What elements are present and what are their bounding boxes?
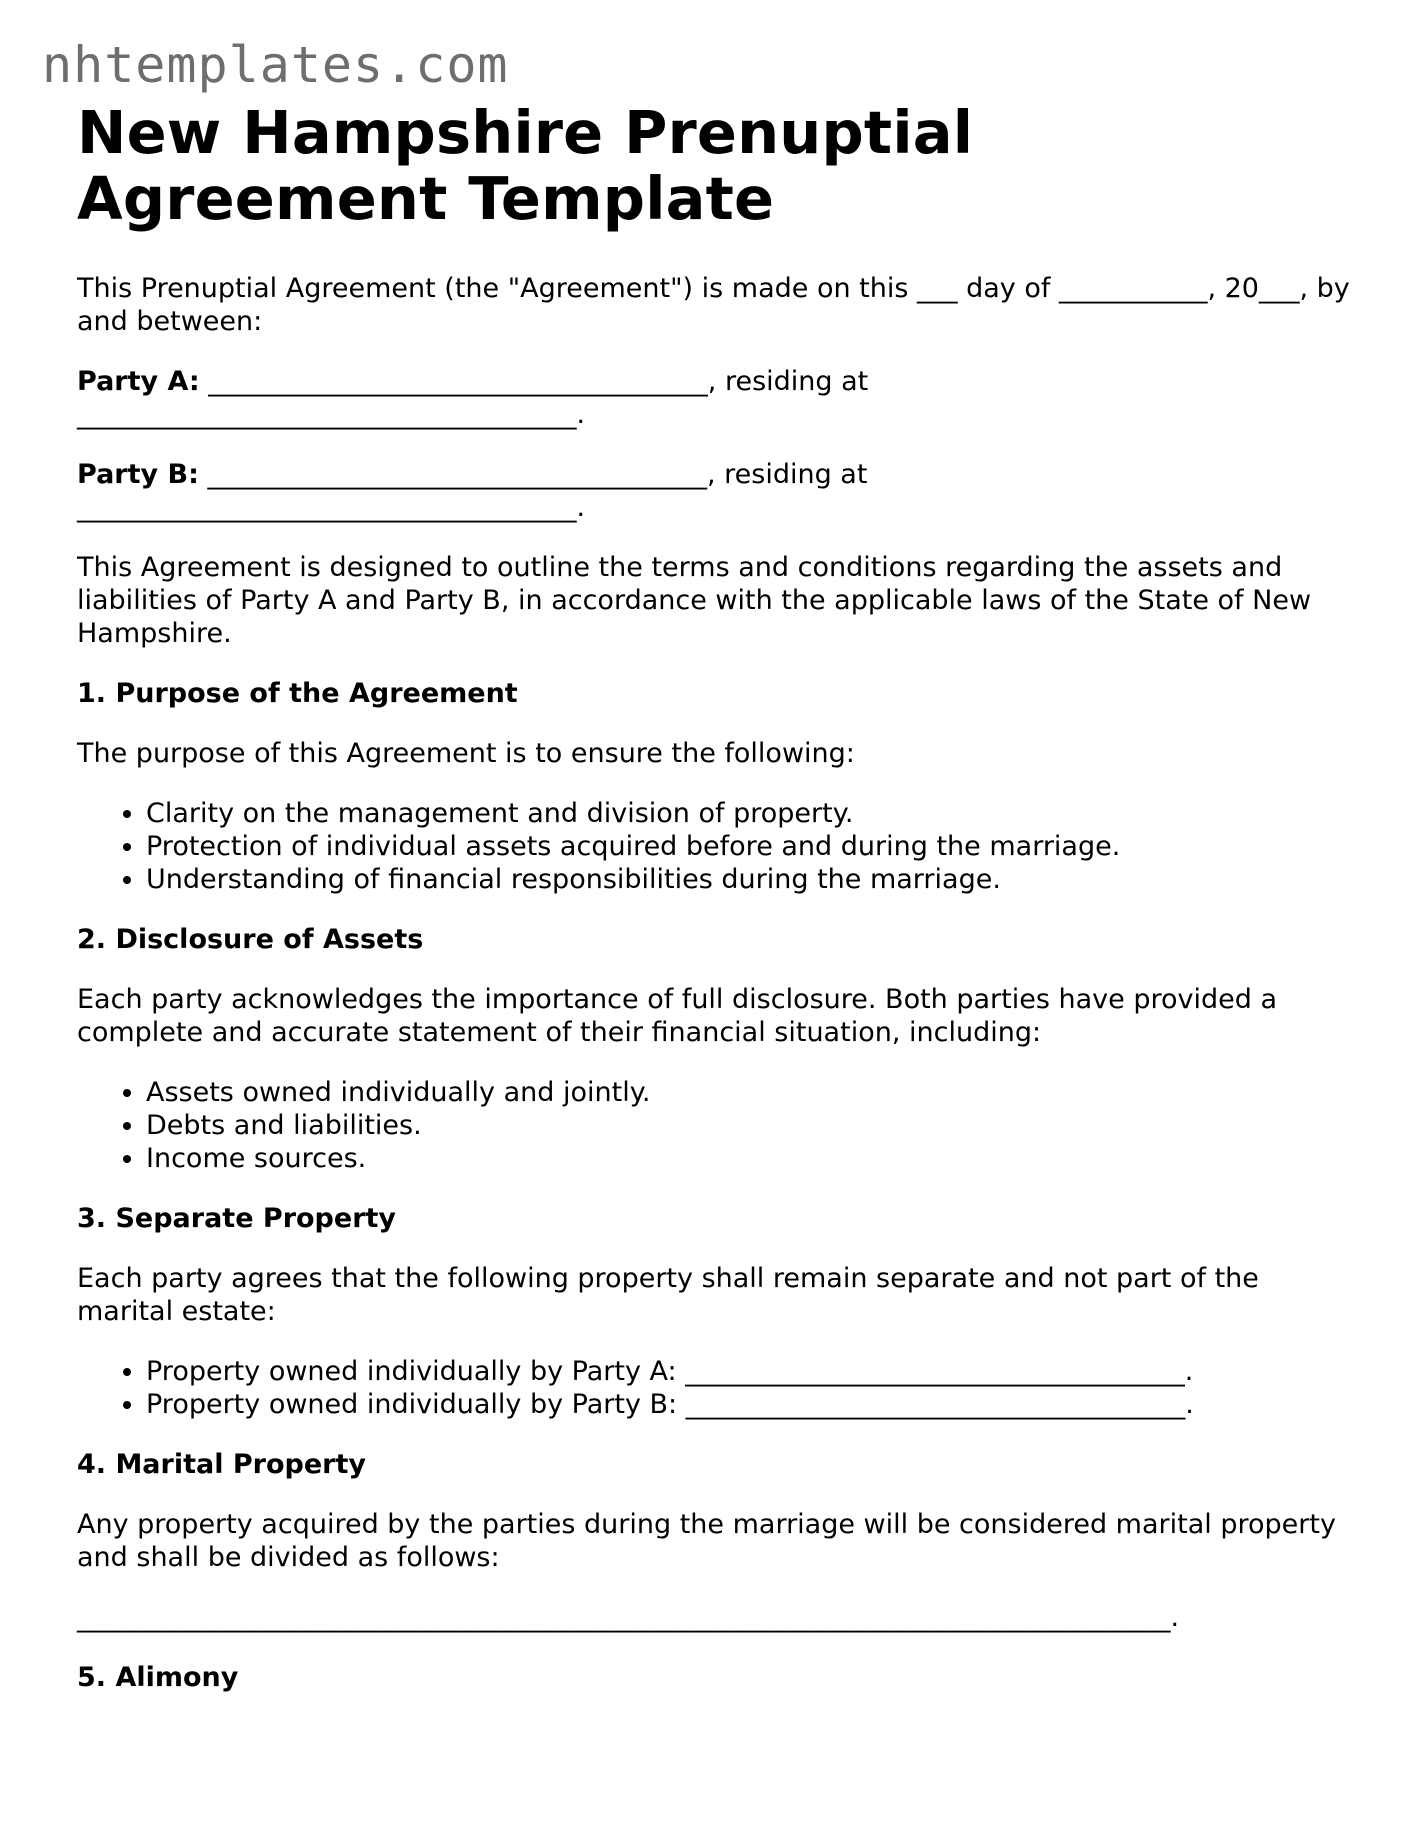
party-b-label: Party B:	[77, 459, 199, 490]
marital-property-blank-line: _________________________________________________________________________________.	[77, 1602, 1180, 1633]
party-b-line	[77, 458, 1357, 524]
document-page	[77, 100, 1357, 1694]
list-item: • Property owned individually by Party A: _____________________________________.	[146, 1355, 1357, 1388]
party-a-text: _____________________________________, residing at _____________________________________.	[77, 366, 869, 430]
watermark: nhtemplates.com	[42, 36, 509, 94]
section-heading-disclosure: 2. Disclosure of Assets	[77, 924, 424, 955]
purpose-list	[77, 797, 1357, 896]
list-item: • Property owned individually by Party B: _____________________________________.	[146, 1388, 1357, 1421]
party-b-text: _____________________________________, residing at _____________________________________.	[77, 459, 868, 523]
list-item: • Assets owned individually and jointly.	[146, 1076, 1357, 1109]
section-text-purpose: The purpose of this Agreement is to ensure the following:	[77, 738, 855, 769]
section-text-marital-property: Any property acquired by the parties during the marriage will be considered marital property and shall be divided as follows:	[77, 1509, 1336, 1573]
list-item: • Debts and liabilities.	[146, 1109, 1357, 1142]
intro-paragraph: This Prenuptial Agreement (the "Agreement") is made on this ___ day of ___________, 20___, by and between:	[77, 273, 1350, 337]
section-text-disclosure: Each party acknowledges the importance of full disclosure. Both parties have provided a complete and accurate statement of their financial situation, including:	[77, 984, 1277, 1048]
section-text-separate-property: Each party agrees that the following property shall remain separate and not part of the marital estate:	[77, 1263, 1259, 1327]
section-heading-purpose: 1. Purpose of the Agreement	[77, 678, 518, 709]
party-a-line	[77, 365, 1357, 431]
section-heading-alimony: 5. Alimony	[77, 1662, 239, 1693]
disclosure-list	[77, 1076, 1357, 1175]
list-item: • Clarity on the management and division of property.	[146, 797, 1357, 830]
section-heading-separate-property: 3. Separate Property	[77, 1203, 397, 1234]
document-title: New Hampshire Prenuptial Agreement Template	[77, 98, 974, 233]
list-item: • Protection of individual assets acquired before and during the marriage.	[146, 830, 1357, 863]
separate-property-list	[77, 1355, 1357, 1421]
party-a-label: Party A:	[77, 366, 200, 397]
list-item: • Income sources.	[146, 1142, 1357, 1175]
section-heading-marital-property: 4. Marital Property	[77, 1449, 366, 1480]
list-item: • Understanding of financial responsibilities during the marriage.	[146, 863, 1357, 896]
overview-paragraph: This Agreement is designed to outline the terms and conditions regarding the assets and liabilities of Party A and Party B, in accordance with the applicable laws of the State of New Hampshire.	[77, 552, 1312, 649]
